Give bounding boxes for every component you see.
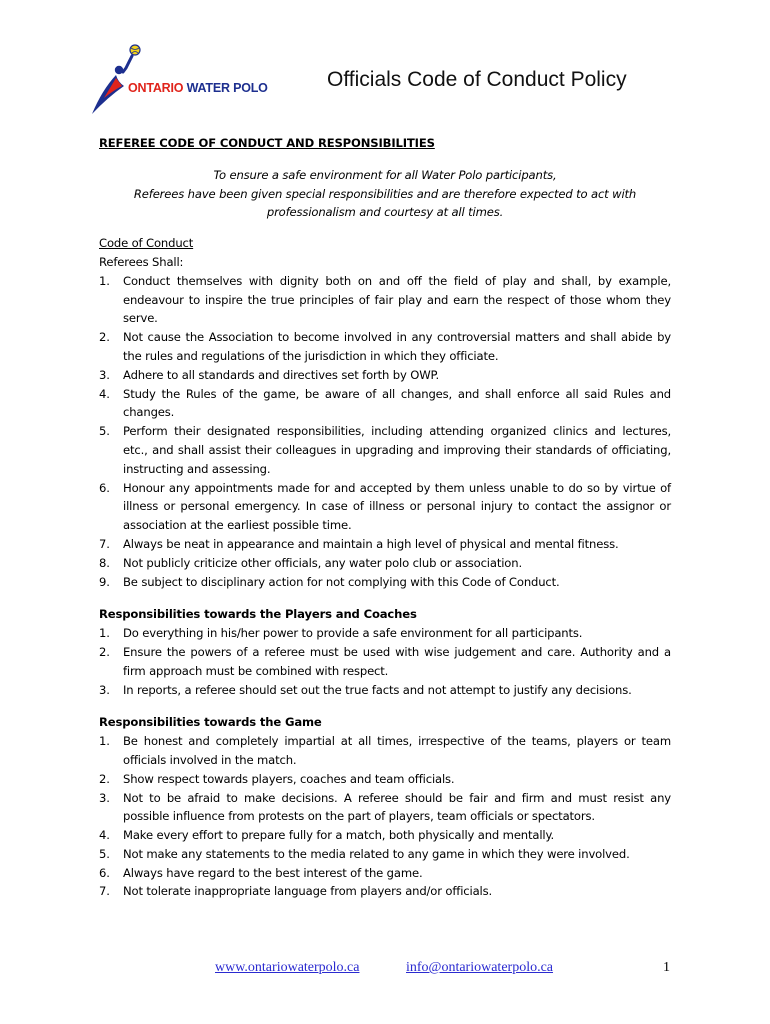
list-text: Always be neat in appearance and maintain a high level of physical and mental fitness. (123, 536, 619, 551)
page-number: 1 (663, 960, 670, 975)
code-of-conduct-heading: Code of Conduct (99, 236, 194, 251)
website-link[interactable]: www.ontariowaterpolo.ca (215, 960, 360, 975)
list-number: 9. (99, 574, 110, 589)
list-text: Make every effort to prepare fully for a match, both physically and mentally. (123, 828, 555, 843)
list-item (99, 864, 671, 883)
list-text: Not make any statements to the media related to any game in which they were involved. (123, 846, 630, 861)
email-link[interactable]: info@ontariowaterpolo.ca (406, 960, 554, 975)
players-coaches-heading: Responsibilities towards the Players and Coaches (99, 607, 417, 622)
logo-text-water-polo: WATER POLO (186, 81, 268, 95)
list-text: Not cause the Association to become involved in any controversial matters and shall abide by the rules and regulations of the jurisdiction in which they officiate. (123, 330, 671, 363)
game-list (99, 732, 671, 901)
list-number: 2. (99, 644, 110, 659)
intro-statement (99, 166, 671, 222)
list-text: Study the Rules of the game, be aware of all changes, and shall enforce all said Rules and changes. (123, 386, 671, 420)
list-text: Adhere to all standards and directives set forth by OWP. (123, 367, 440, 382)
list-number: 5. (99, 846, 110, 861)
code-of-conduct-list (99, 272, 671, 592)
list-number: 2. (99, 771, 110, 786)
list-item (99, 554, 671, 573)
code-of-conduct-lead: Referees Shall: (99, 254, 184, 269)
logo-text-ontario: ONTARIO (128, 81, 184, 95)
list-item (99, 535, 671, 554)
list-item (99, 882, 671, 901)
list-item (99, 732, 671, 770)
list-text: Always have regard to the best interest of the game. (123, 865, 423, 880)
list-text: Be honest and completely impartial at all times, irrespective of the teams, players or team officials involved in the match. (123, 734, 671, 767)
list-item (99, 845, 671, 864)
list-number: 7. (99, 536, 110, 551)
list-number: 8. (99, 555, 110, 570)
list-number: 6. (99, 480, 110, 495)
list-number: 3. (99, 790, 110, 805)
list-item (99, 624, 671, 643)
list-text: Honour any appointments made for and accepted by them unless unable to do so by virtue of illness or personal emergency. In case of illness or personal injury to contact the assignor or association at the earliest possible time. (123, 480, 671, 533)
list-number: 4. (99, 828, 110, 843)
list-item (99, 643, 671, 681)
list-text: Do everything in his/her power to provide a safe environment for all participants. (123, 626, 583, 641)
list-item (99, 272, 671, 328)
list-item (99, 422, 671, 478)
list-item (99, 385, 671, 423)
list-number: 3. (99, 367, 110, 382)
list-text: Show respect towards players, coaches and team officials. (123, 771, 455, 786)
list-text: Not tolerate inappropriate language from players and/or officials. (123, 884, 493, 899)
document-title: Officials Code of Conduct Policy (327, 68, 627, 91)
list-number: 6. (99, 865, 110, 880)
game-heading: Responsibilities towards the Game (99, 715, 322, 730)
list-item (99, 479, 671, 535)
ontario-water-polo-logo (88, 42, 288, 122)
players-coaches-list (99, 624, 671, 699)
list-item (99, 328, 671, 366)
list-text: In reports, a referee should set out the true facts and not attempt to justify any decisions. (123, 682, 632, 697)
list-text: Ensure the powers of a referee must be used with wise judgement and care. Authority and a firm approach must be combined with respect. (123, 644, 671, 678)
list-number: 4. (99, 386, 110, 401)
list-item (99, 826, 671, 845)
section-title: REFEREE CODE OF CONDUCT AND RESPONSIBILITIES (99, 136, 435, 150)
intro-line: professionalism and courtesy at all times. (266, 205, 504, 220)
list-number: 3. (99, 682, 110, 697)
list-number: 1. (99, 273, 110, 288)
document-body (99, 134, 671, 901)
list-number: 2. (99, 330, 110, 345)
list-number: 5. (99, 424, 110, 439)
list-item (99, 789, 671, 827)
list-number: 7. (99, 884, 110, 899)
list-item (99, 366, 671, 385)
list-text: Conduct themselves with dignity both on and off the field of play and shall, by example, endeavour to inspire the true principles of fair play and earn the respect of those whom they serve. (123, 273, 671, 326)
list-number: 1. (99, 734, 110, 749)
list-text: Be subject to disciplinary action for not complying with this Code of Conduct. (123, 574, 560, 589)
intro-line: Referees have been given special responsibilities and are therefore expected to act with (133, 186, 637, 201)
list-text: Not publicly criticize other officials, any water polo club or association. (123, 555, 522, 570)
list-item (99, 681, 671, 700)
list-text: Not to be afraid to make decisions. A referee should be fair and firm and must resist any possible influence from protests on the part of players, team officials or spectators. (123, 790, 671, 824)
list-number: 1. (99, 626, 110, 641)
list-item (99, 770, 671, 789)
intro-line: To ensure a safe environment for all Water Polo participants, (213, 167, 557, 182)
list-item (99, 573, 671, 592)
list-text: Perform their designated responsibilities, including attending organized clinics and lectures, etc., and shall assist their colleagues in upgrading and improving their standards of officiating, instructing and assessing. (123, 424, 671, 476)
